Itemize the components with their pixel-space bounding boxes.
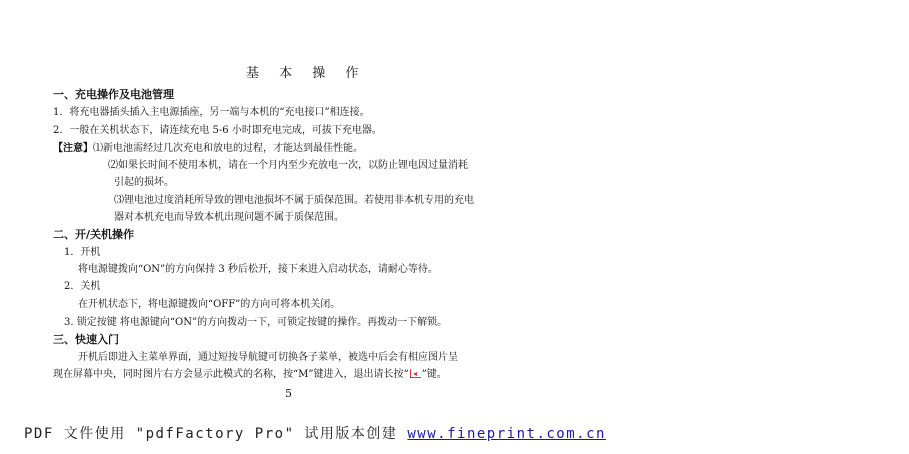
footer-text: PDF 文件使用 "pdfFactory Pro" 试用版本创建 (24, 426, 408, 442)
pdf-footer (24, 423, 606, 443)
section-heading-power: 二、开/关机操作 (53, 228, 135, 241)
note-2-line-b: 引起的损坏。 (114, 177, 174, 188)
note-2-line-a: ⑵如果长时间不使用本机，请在一个月内至少充放电一次，以防止锂电因过量消耗 (108, 160, 468, 171)
charging-step-1: 1．将充电器插头插入主电源插座，另一端与本机的“充电接口”相连接。 (53, 107, 370, 118)
section-heading-quickstart: 三、快速入门 (53, 333, 119, 346)
section-heading-charging: 一、充电操作及电池管理 (53, 88, 174, 101)
lock-keys-text: 3. 锁定按键 将电源键向“ON”的方向拨动一下，可锁定按键的操作。再拨动一下解锁。 (64, 317, 448, 328)
page-title: 基 本 操 作 (246, 66, 367, 81)
charging-step-2: 2．一般在关机状态下，请连续充电 5-6 小时即充电完成，可拔下充电器。 (53, 125, 382, 136)
return-arrow-icon (410, 369, 421, 378)
note-line-1 (53, 142, 363, 155)
footer-link[interactable]: www.fineprint.com.cn (407, 426, 606, 442)
power-on-text: 将电源键拨向“ON”的方向保持 3 秒后松开，接下来进入启动状态，请耐心等待。 (78, 264, 438, 275)
power-on-title: 1．开机 (64, 247, 101, 258)
quickstart-line-1: 开机后即进入主菜单界面，通过短按导航键可切换各子菜单，被选中后会有相应图片呈 (78, 352, 458, 363)
power-off-title: 2．关机 (64, 281, 101, 292)
note-1-text: ⑴新电池需经过几次充电和放电的过程，才能达到最佳性能。 (93, 143, 363, 154)
page-number: 5 (285, 387, 292, 400)
note-label: 【注意】 (53, 143, 93, 154)
note-3-line-a: ⑶锂电池过度消耗所导致的锂电池损坏不属于质保范围。若使用非本机专用的充电 (114, 195, 474, 206)
power-off-text: 在开机状态下，将电源键拨向“OFF”的方向可将本机关闭。 (78, 299, 341, 310)
quickstart-line-2: 现在屏幕中央，同时图片右方会显示此模式的名称，按“M”键进入，退出请长按“ ”键。 (53, 369, 447, 380)
note-3-line-b: 器对本机充电而导致本机出现问题不属于质保范围。 (114, 212, 344, 223)
